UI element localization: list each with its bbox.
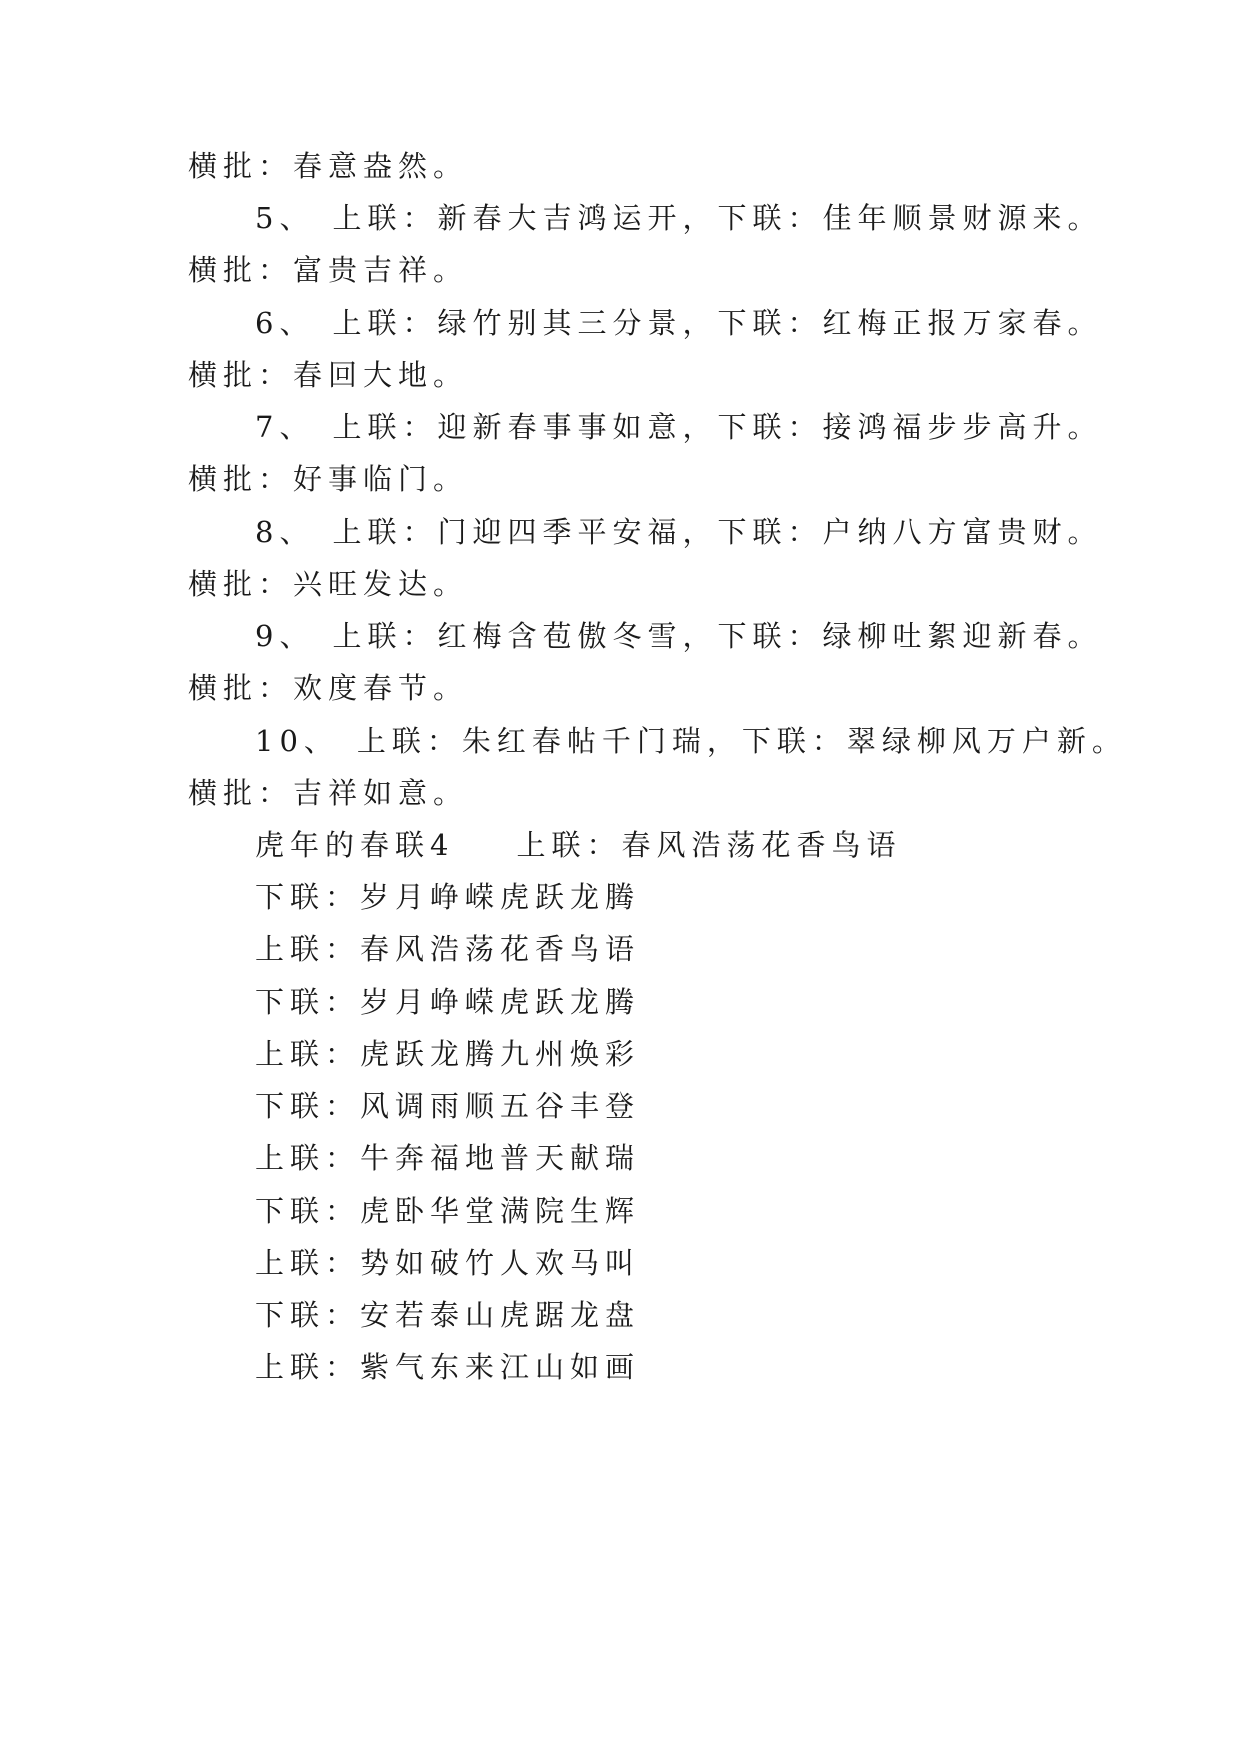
hengpi-line: 横批：春回大地。 [188,358,469,392]
couplet-line: 下联：虎卧华堂满院生辉 [255,1194,641,1228]
couplet-line: 上联：牛奔福地普天献瑞 [255,1141,641,1175]
couplet-line: 下联：岁月峥嵘虎跃龙腾 [255,985,641,1019]
couplet-line: 上联：势如破竹人欢马叫 [255,1246,641,1280]
couplet-number: 8、 [255,515,315,549]
couplet-line [255,512,1155,552]
couplet-number: 10、 [255,724,339,758]
section-heading: 虎年的春联4 [255,828,455,862]
lower-couplet: 下联：户纳八方富贵财。 [717,515,1103,549]
hengpi-line: 横批：好事临门。 [188,462,469,496]
couplet-number: 6、 [255,306,315,340]
couplet-line: 上联：春风浩荡花香鸟语 [255,932,641,966]
upper-couplet: 上联：门迎四季平安福， [332,515,718,549]
couplet-line: 下联：安若泰山虎踞龙盘 [255,1298,641,1332]
upper-couplet: 上联：迎新春事事如意， [332,410,718,444]
upper-couplet: 上联：绿竹别其三分景， [332,306,718,340]
couplet-line: 上联：虎跃龙腾九州焕彩 [255,1037,641,1071]
hengpi-line: 横批：吉祥如意。 [188,776,469,810]
couplet-line [255,721,1155,761]
hengpi-line: 横批：兴旺发达。 [188,567,469,601]
couplet-number: 7、 [255,410,315,444]
couplet-line [255,198,1155,238]
lower-couplet: 下联：接鸿福步步高升。 [717,410,1103,444]
couplet-number: 9、 [255,619,315,653]
hengpi-line: 横批：富贵吉祥。 [188,253,469,287]
lower-couplet: 下联：红梅正报万家春。 [717,306,1103,340]
couplet-line: 下联：岁月峥嵘虎跃龙腾 [255,880,641,914]
upper-couplet: 上联：红梅含苞傲冬雪， [332,619,718,653]
upper-couplet: 上联：春风浩荡花香鸟语 [516,828,902,862]
hengpi-line: 横批：欢度春节。 [188,671,469,705]
upper-couplet: 上联：新春大吉鸿运开， [332,201,718,235]
couplet-line: 上联：紫气东来江山如画 [255,1350,641,1384]
lower-couplet: 下联：佳年顺景财源来。 [717,201,1103,235]
couplet-line [255,303,1155,343]
section-heading-line [255,825,1155,865]
hengpi-line: 横批：春意盎然。 [188,149,469,183]
upper-couplet: 上联：朱红春帖千门瑞， [356,724,742,758]
couplet-line [255,407,1155,447]
lower-couplet: 下联：绿柳吐絮迎新春。 [717,619,1103,653]
couplet-line: 下联：风调雨顺五谷丰登 [255,1089,641,1123]
couplet-line [255,616,1155,656]
couplet-number: 5、 [255,201,315,235]
lower-couplet: 下联：翠绿柳风万户新。 [741,724,1127,758]
